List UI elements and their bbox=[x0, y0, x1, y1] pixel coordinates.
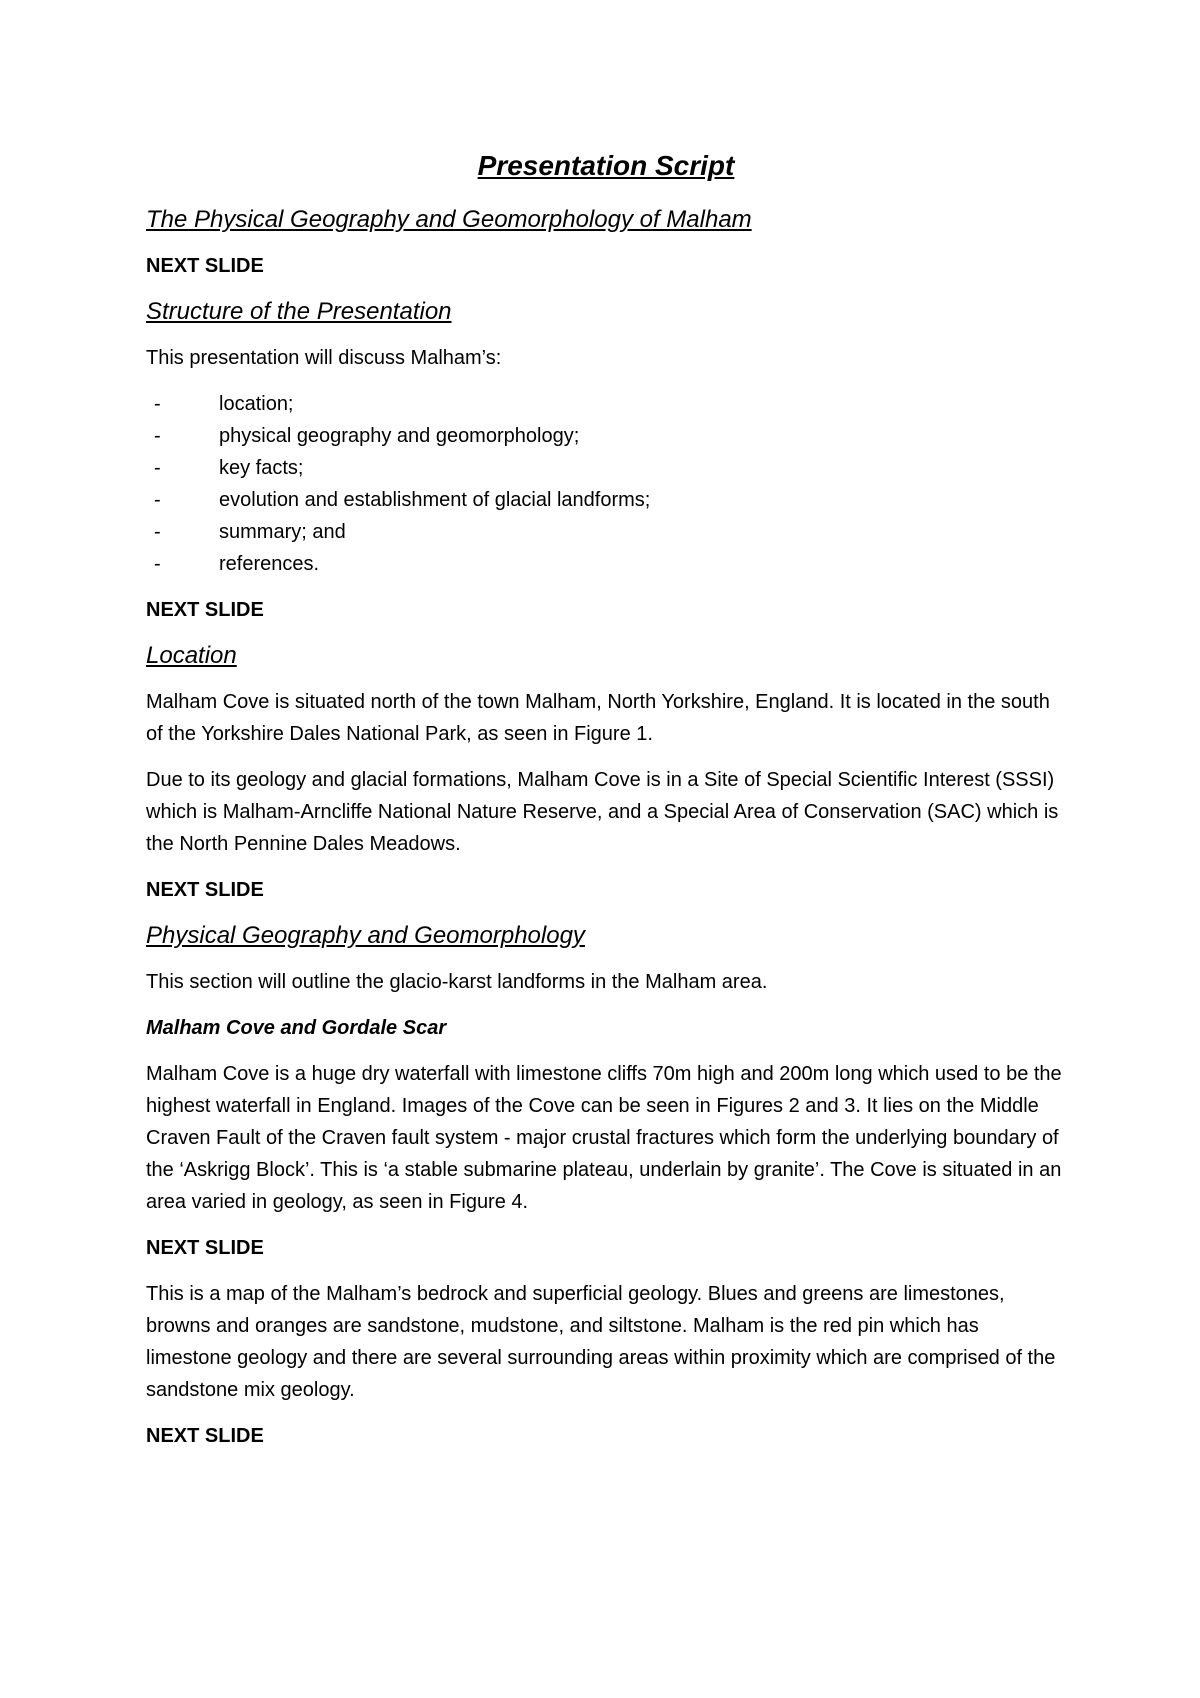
list-item-text: references. bbox=[219, 553, 320, 575]
list-item-text: physical geography and geomorphology; bbox=[219, 425, 580, 447]
next-slide-marker: NEXT SLIDE bbox=[146, 1237, 264, 1259]
document-page bbox=[146, 140, 1066, 1466]
next-slide-marker: NEXT SLIDE bbox=[146, 255, 264, 277]
location-paragraph-2: Due to its geology and glacial formations, Malham Cove is in a Site of Special Scientific Interest (SSSI) which is Malham-Arncliffe National Nature Reserve, and a Special Area of Conservation (SAC) which is the North Pennine Dales Meadows. bbox=[146, 769, 1059, 855]
section-heading-structure: Structure of the Presentation bbox=[146, 298, 452, 325]
list-item-text: evolution and establishment of glacial landforms; bbox=[219, 489, 651, 511]
document-title: Presentation Script bbox=[477, 150, 735, 181]
list-item-text: key facts; bbox=[219, 457, 304, 479]
list-item-text: location; bbox=[219, 393, 294, 415]
list-item bbox=[146, 452, 1066, 484]
next-slide-marker: NEXT SLIDE bbox=[146, 879, 264, 901]
bullet-dash: - bbox=[154, 489, 161, 511]
next-slide-marker: NEXT SLIDE bbox=[146, 599, 264, 621]
malham-cove-paragraph: Malham Cove is a huge dry waterfall with limestone cliffs 70m high and 200m long which used to be the highest waterfall in England. Images of the Cove can be seen in Figures 2 and 3. It lies on the Middle Craven Fault of the Craven fault system - major crustal fractures which form the underlying boundary of the ‘Askrigg Block’. This is ‘a stable submarine plateau, underlain by granite’. The Cove is situated in an area varied in geology, as seen in Figure 4. bbox=[146, 1063, 1062, 1213]
section-heading-location: Location bbox=[146, 642, 237, 669]
geology-map-paragraph: This is a map of the Malham’s bedrock and superficial geology. Blues and greens are limestones, browns and oranges are sandstone, mudstone, and siltstone. Malham is the red pin which has limestone geology and there are several surrounding areas within proximity which are comprised of the sandstone mix geology. bbox=[146, 1283, 1056, 1401]
list-item bbox=[146, 548, 1066, 580]
structure-intro: This presentation will discuss Malham’s: bbox=[146, 347, 502, 369]
list-item bbox=[146, 484, 1066, 516]
bullet-dash: - bbox=[154, 393, 161, 415]
list-item bbox=[146, 420, 1066, 452]
list-item-text: summary; and bbox=[219, 521, 346, 543]
structure-list bbox=[146, 388, 1066, 580]
subheading-malham-cove: Malham Cove and Gordale Scar bbox=[146, 1017, 447, 1039]
list-item bbox=[146, 388, 1066, 420]
physical-intro: This section will outline the glacio-karst landforms in the Malham area. bbox=[146, 971, 768, 993]
bullet-dash: - bbox=[154, 425, 161, 447]
next-slide-marker: NEXT SLIDE bbox=[146, 1425, 264, 1447]
bullet-dash: - bbox=[154, 553, 161, 575]
bullet-dash: - bbox=[154, 521, 161, 543]
bullet-dash: - bbox=[154, 457, 161, 479]
section-heading-physical-geography: Physical Geography and Geomorphology bbox=[146, 922, 585, 949]
document-subtitle: The Physical Geography and Geomorphology of Malham bbox=[146, 206, 752, 233]
location-paragraph-1: Malham Cove is situated north of the town Malham, North Yorkshire, England. It is located in the south of the Yorkshire Dales National Park, as seen in Figure 1. bbox=[146, 691, 1050, 745]
list-item bbox=[146, 516, 1066, 548]
